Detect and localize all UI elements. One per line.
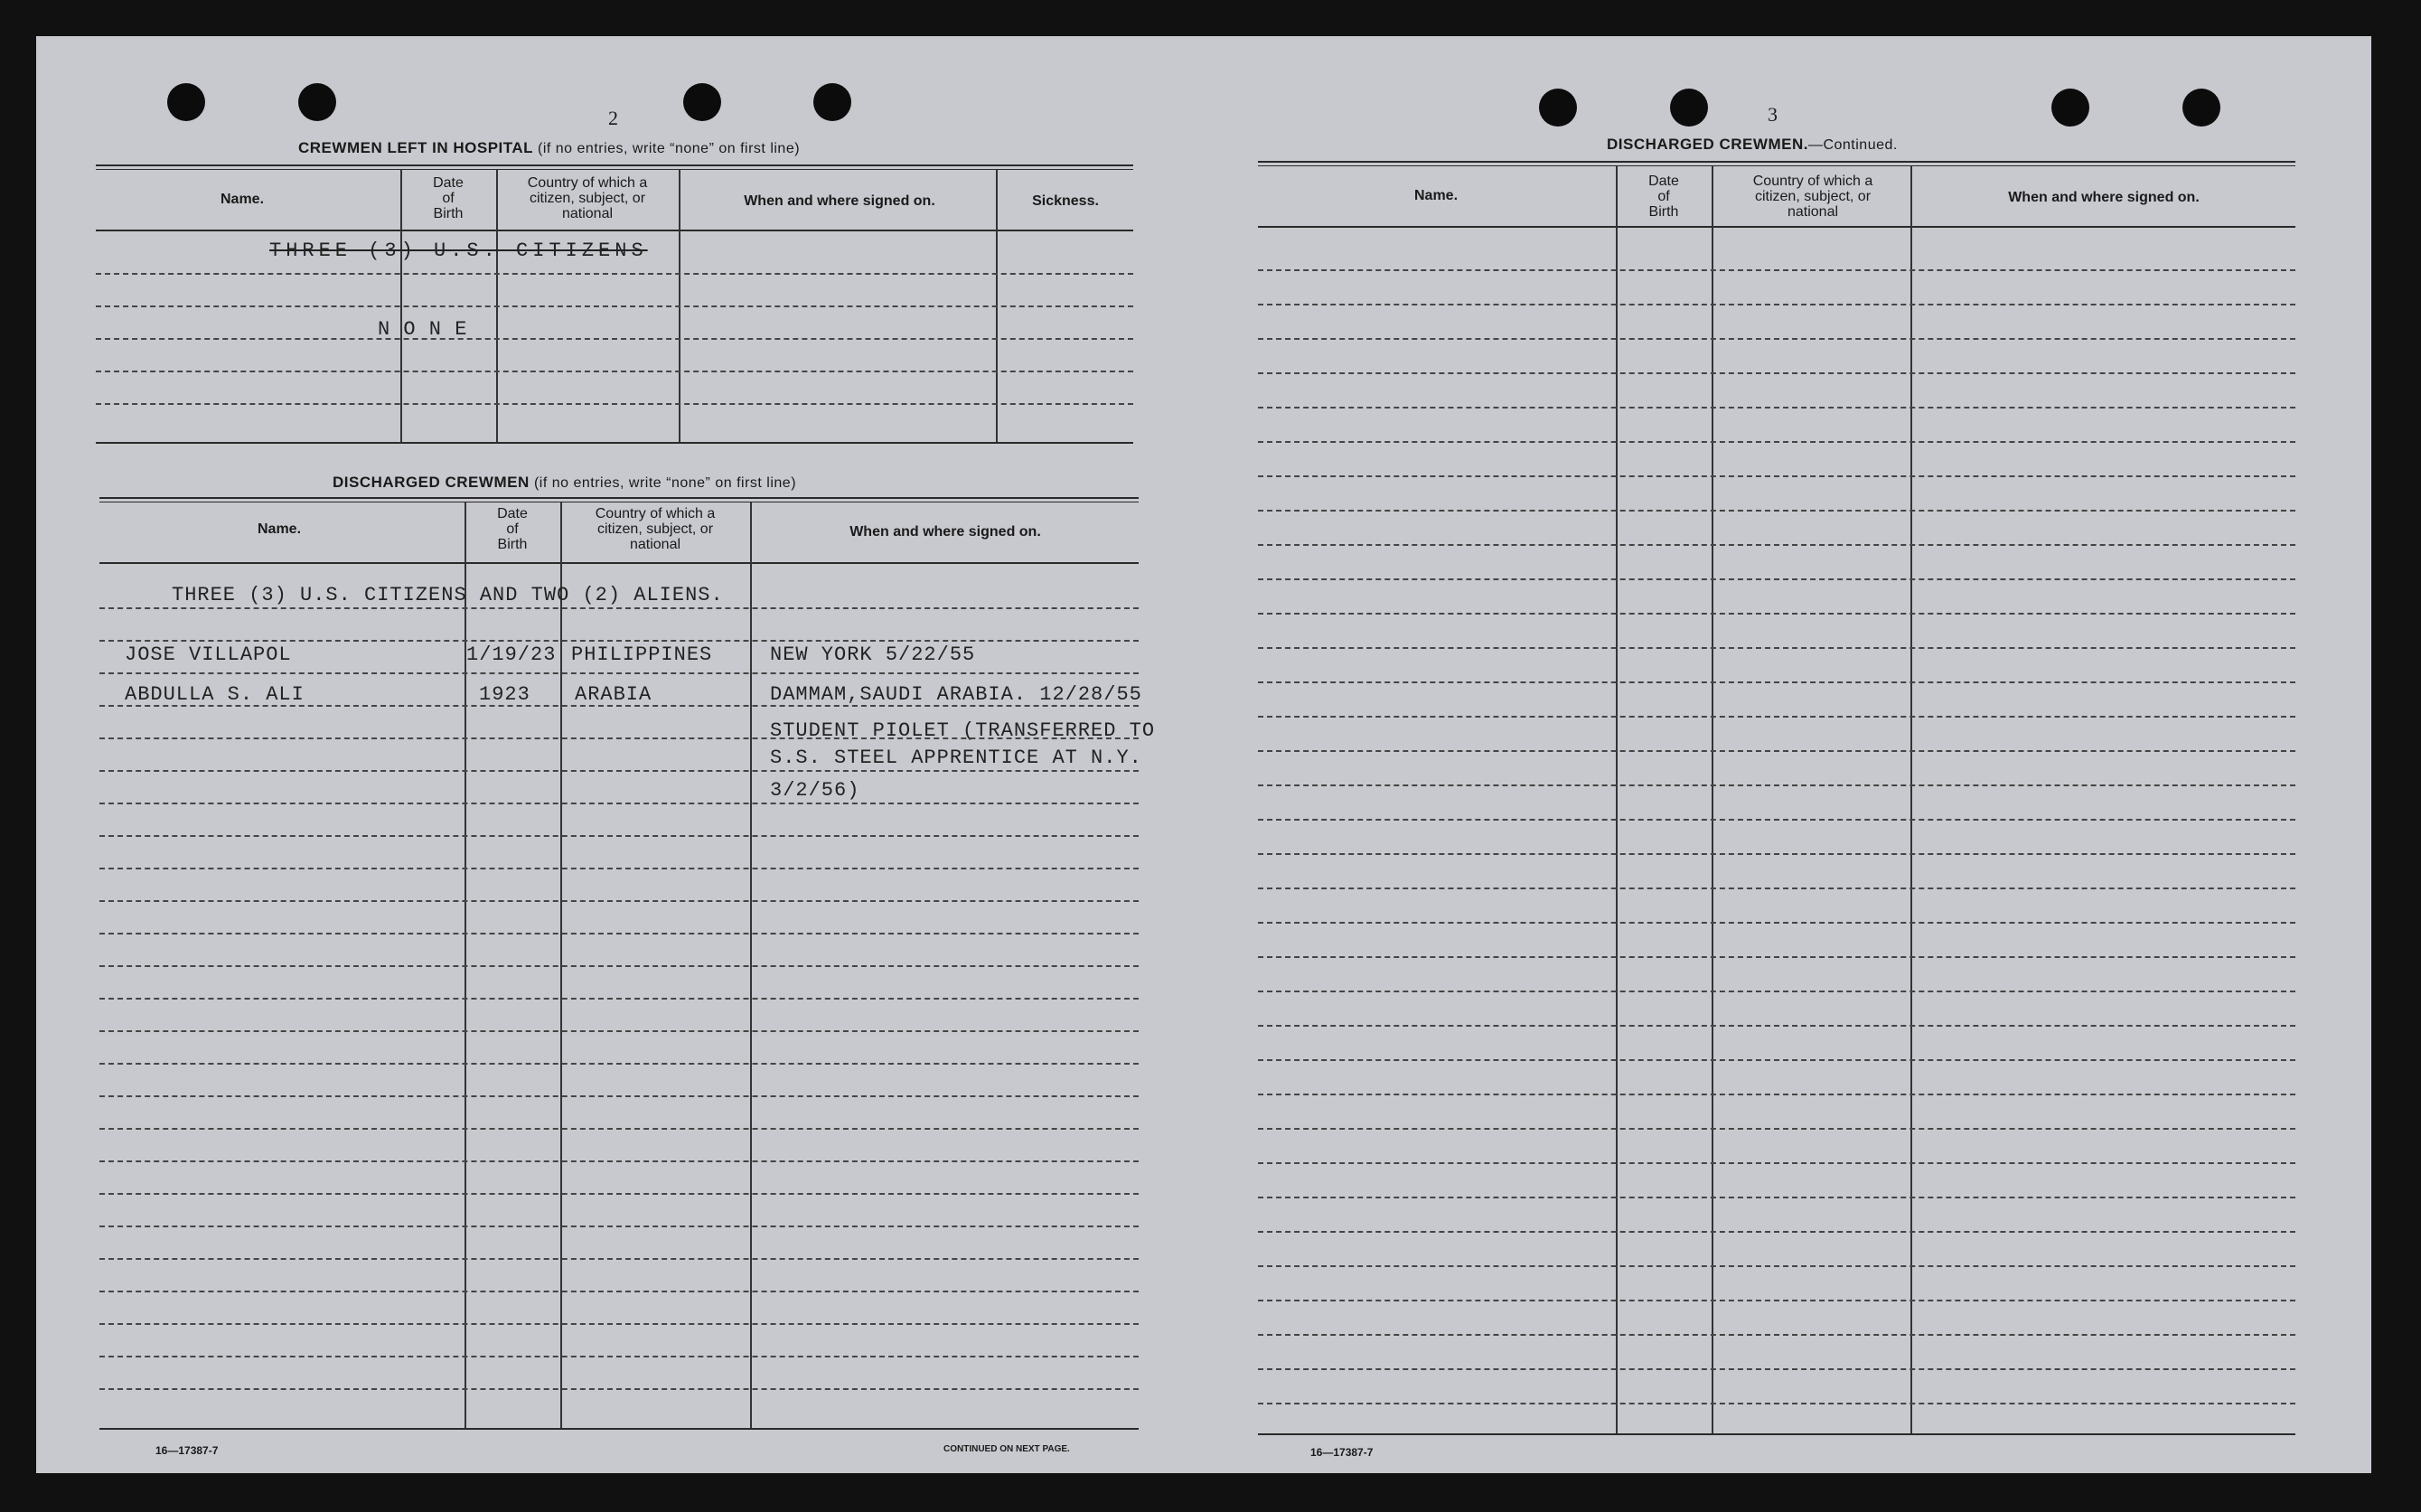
- ruled-line: [99, 1095, 1139, 1097]
- punch-hole: [1539, 89, 1577, 127]
- ruled-line: [99, 868, 1139, 869]
- discharged-title: DISCHARGED CREWMEN: [333, 474, 530, 491]
- ruled-line: [99, 1258, 1139, 1260]
- crew-name: ABDULLA S. ALI: [125, 683, 305, 706]
- ruled-line: [99, 1193, 1139, 1195]
- col-divider: [1712, 166, 1713, 1435]
- ruled-line: [99, 1030, 1139, 1032]
- ruled-line: [1258, 1197, 2295, 1198]
- ruled-line: [1258, 578, 2295, 580]
- right-top-rule: [1258, 161, 2295, 163]
- crew-name: JOSE VILLAPOL: [125, 643, 292, 666]
- hospital-header-rule: [96, 230, 1133, 231]
- ruled-line: [99, 835, 1139, 837]
- right-top-rule-2: [1258, 165, 2295, 166]
- discharged-continued-title: [1607, 136, 1898, 154]
- discharged-bottom-rule: [99, 1428, 1139, 1430]
- ruled-line: [1258, 304, 2295, 305]
- ruled-line: [99, 998, 1139, 1000]
- discharged-header-rule: [99, 562, 1139, 564]
- ruled-line: [99, 965, 1139, 967]
- page-number: 3: [1768, 103, 1778, 126]
- hospital-col-sickness: Sickness.: [1032, 193, 1099, 209]
- punch-hole: [167, 83, 205, 121]
- document-sheet: [36, 36, 2371, 1473]
- ruled-line: [1258, 647, 2295, 649]
- ruled-line: [1258, 510, 2295, 512]
- page-number: 2: [608, 107, 618, 129]
- discharged-col-country: Country of which a citizen, subject, or national: [595, 506, 716, 552]
- discharged-continued-label: DISCHARGED CREWMEN.: [1607, 136, 1808, 153]
- hospital-col-dob: Date of Birth: [433, 175, 464, 221]
- ruled-line: [1258, 922, 2295, 924]
- right-col-country: Country of which a citizen, subject, or national: [1752, 174, 1873, 220]
- discharged-subtitle: (if no entries, write “none” on first line): [533, 475, 797, 491]
- hospital-col-name: Name.: [220, 192, 265, 207]
- discharged-col-name: Name.: [257, 521, 302, 537]
- struck-entry: THREE (3) U.S. CITIZENS: [269, 239, 648, 262]
- ruled-line: [1258, 1368, 2295, 1370]
- ruled-line: [1258, 372, 2295, 374]
- hospital-col-country: Country of which a citizen, subject, or national: [527, 175, 648, 221]
- punch-hole: [683, 83, 721, 121]
- hospital-section-title: [298, 139, 800, 157]
- ruled-line: [1258, 475, 2295, 477]
- discharged-col-dob: Date of Birth: [497, 506, 528, 552]
- ruled-line: [99, 1356, 1139, 1357]
- ruled-line: [96, 305, 1133, 307]
- crew-signed-on: 3/2/56): [770, 779, 860, 802]
- col-divider: [1910, 166, 1912, 1435]
- ruled-line: [99, 1388, 1139, 1390]
- ruled-line: [1258, 407, 2295, 409]
- ruled-line: [1258, 750, 2295, 752]
- right-col-dob: Date of Birth: [1648, 174, 1679, 220]
- ruled-line: [1258, 441, 2295, 443]
- hospital-top-rule-2: [96, 169, 1133, 170]
- right-col-name: Name.: [1413, 188, 1459, 203]
- punch-hole: [2051, 89, 2089, 127]
- ruled-line: [1258, 338, 2295, 340]
- ruled-line: [96, 403, 1133, 405]
- ruled-line: [99, 1323, 1139, 1325]
- right-bottom-rule: [1258, 1433, 2295, 1435]
- ruled-line: [99, 1291, 1139, 1292]
- ruled-line: [1258, 1162, 2295, 1164]
- ruled-line: [1258, 613, 2295, 615]
- ruled-line: [1258, 1059, 2295, 1061]
- ruled-line: [1258, 1403, 2295, 1404]
- ruled-line: [1258, 784, 2295, 786]
- ruled-line: [1258, 1128, 2295, 1130]
- ruled-line: [96, 338, 1133, 340]
- ruled-line: [1258, 853, 2295, 855]
- hospital-subtitle: (if no entries, write “none” on first line): [538, 141, 801, 156]
- crew-dob: 1923: [479, 683, 530, 706]
- ruled-line: [1258, 544, 2295, 546]
- hospital-title: CREWMEN LEFT IN HOSPITAL: [298, 139, 533, 156]
- ruled-line: [1258, 681, 2295, 683]
- ruled-line: [99, 607, 1139, 609]
- ruled-line: [99, 640, 1139, 642]
- punch-hole: [813, 83, 851, 121]
- continued-note: CONTINUED ON NEXT PAGE.: [943, 1444, 1070, 1454]
- ruled-line: [96, 371, 1133, 372]
- ruled-line: [99, 672, 1139, 674]
- ruled-line: [99, 1063, 1139, 1065]
- ruled-line: [99, 803, 1139, 804]
- punch-hole: [298, 83, 336, 121]
- hospital-top-rule: [96, 164, 1133, 166]
- right-header-rule: [1258, 226, 2295, 228]
- ruled-line: [1258, 1334, 2295, 1336]
- ruled-line: [99, 1226, 1139, 1227]
- ruled-line: [96, 273, 1133, 275]
- crew-signed-on: DAMMAM,SAUDI ARABIA. 12/28/55: [770, 683, 1142, 706]
- ruled-line: [99, 1160, 1139, 1162]
- ruled-line: [1258, 1300, 2295, 1301]
- summary-line: THREE (3) U.S. CITIZENS AND TWO (2) ALIENS.: [172, 584, 724, 606]
- form-number: 16—17387-7: [1310, 1446, 1374, 1459]
- ruled-line: [99, 770, 1139, 772]
- col-divider: [1616, 166, 1618, 1435]
- discharged-top-rule: [99, 497, 1139, 499]
- hospital-col-signed: When and where signed on.: [744, 193, 935, 209]
- ruled-line: [99, 933, 1139, 934]
- punch-hole: [1670, 89, 1708, 127]
- form-number: 16—17387-7: [155, 1444, 219, 1457]
- discharged-col-signed: When and where signed on.: [849, 524, 1041, 540]
- crew-country: ARABIA: [575, 683, 652, 706]
- ruled-line: [1258, 1265, 2295, 1267]
- crew-country: PHILIPPINES: [571, 643, 713, 666]
- ruled-line: [99, 1128, 1139, 1130]
- ruled-line: [1258, 1025, 2295, 1027]
- crew-signed-on: STUDENT PIOLET (TRANSFERRED TO: [770, 719, 1156, 742]
- discharged-section-title: [333, 474, 796, 492]
- none-entry: N O N E: [378, 318, 468, 341]
- crew-dob: 1/19/23: [466, 643, 557, 666]
- crew-signed-on: NEW YORK 5/22/55: [770, 643, 976, 666]
- ruled-line: [1258, 716, 2295, 718]
- ruled-line: [1258, 819, 2295, 821]
- ruled-line: [1258, 1094, 2295, 1095]
- crew-signed-on: S.S. STEEL APPRENTICE AT N.Y.: [770, 747, 1142, 769]
- hospital-bottom-rule: [96, 442, 1133, 444]
- ruled-line: [99, 900, 1139, 902]
- ruled-line: [1258, 887, 2295, 889]
- ruled-line: [1258, 269, 2295, 271]
- right-col-signed: When and where signed on.: [2008, 190, 2200, 205]
- ruled-line: [1258, 956, 2295, 958]
- punch-hole: [2182, 89, 2220, 127]
- ruled-line: [1258, 1231, 2295, 1233]
- continued-suffix: —Continued.: [1807, 137, 1898, 153]
- ruled-line: [1258, 991, 2295, 992]
